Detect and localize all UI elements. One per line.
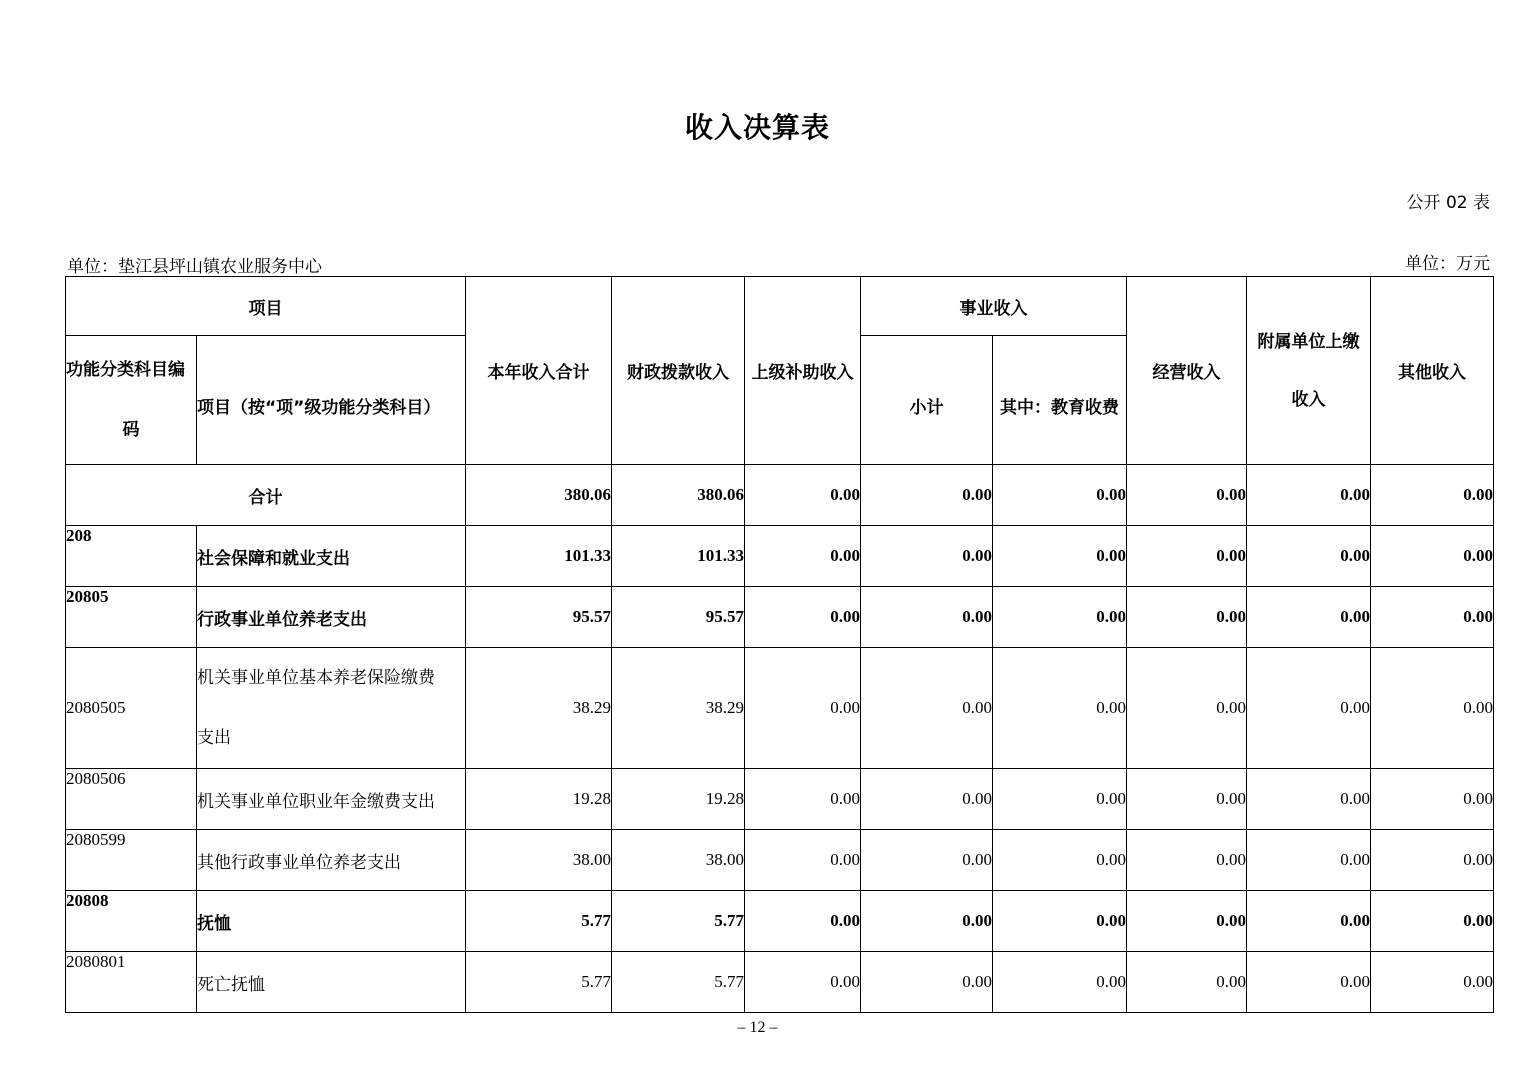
total-value: 380.06 xyxy=(612,465,745,526)
row-value: 0.00 xyxy=(745,648,861,769)
row-value: 38.29 xyxy=(612,648,745,769)
header-fiscal: 财政拨款收入 xyxy=(612,277,745,465)
header-code-line2: 码 xyxy=(122,420,140,440)
row-name: 社会保障和就业支出 xyxy=(197,526,466,587)
table-row xyxy=(66,891,1494,952)
row-value: 0.00 xyxy=(1127,526,1247,587)
header-subtotal: 小计 xyxy=(861,336,993,465)
row-name: 其他行政事业单位养老支出 xyxy=(197,830,466,891)
row-value: 0.00 xyxy=(1247,587,1371,648)
row-value: 0.00 xyxy=(1247,952,1371,1013)
row-value: 0.00 xyxy=(745,891,861,952)
row-value: 0.00 xyxy=(745,952,861,1013)
row-value: 0.00 xyxy=(861,587,993,648)
row-value: 0.00 xyxy=(1371,526,1494,587)
row-value: 0.00 xyxy=(1127,769,1247,830)
row-value: 38.00 xyxy=(612,830,745,891)
row-value: 0.00 xyxy=(1127,587,1247,648)
row-value: 0.00 xyxy=(745,830,861,891)
header-other: 其他收入 xyxy=(1371,277,1494,465)
row-code: 2080506 xyxy=(66,769,197,830)
row-code: 20808 xyxy=(66,891,197,952)
row-name: 行政事业单位养老支出 xyxy=(197,587,466,648)
table-row xyxy=(66,769,1494,830)
total-row xyxy=(66,465,1494,526)
row-value: 101.33 xyxy=(466,526,612,587)
header-superior: 上级补助收入 xyxy=(745,277,861,465)
row-name xyxy=(197,648,466,769)
page-number: – 12 – xyxy=(737,1019,778,1036)
row-value: 19.28 xyxy=(612,769,745,830)
row-value: 0.00 xyxy=(993,830,1127,891)
row-value: 0.00 xyxy=(1127,648,1247,769)
row-value: 101.33 xyxy=(612,526,745,587)
form-number: 公开 02 表 xyxy=(1406,193,1490,213)
header-code-line1: 功能分类科目编 xyxy=(66,360,185,380)
row-code: 20805 xyxy=(66,587,197,648)
row-value: 0.00 xyxy=(1127,952,1247,1013)
row-name-line1: 机关事业单位基本养老保险缴费 xyxy=(197,668,435,688)
total-value: 0.00 xyxy=(745,465,861,526)
row-code: 208 xyxy=(66,526,197,587)
table-row xyxy=(66,526,1494,587)
total-value: 380.06 xyxy=(466,465,612,526)
row-value: 19.28 xyxy=(466,769,612,830)
row-value: 0.00 xyxy=(745,587,861,648)
row-value: 0.00 xyxy=(1247,830,1371,891)
row-value: 95.57 xyxy=(466,587,612,648)
row-value: 0.00 xyxy=(993,769,1127,830)
row-value: 0.00 xyxy=(745,526,861,587)
header-business: 经营收入 xyxy=(1127,277,1247,465)
header-item-name: 项目（按“项”级功能分类科目） xyxy=(197,336,466,465)
unit-currency: 单位：万元 xyxy=(1405,254,1490,274)
row-name-line2: 支出 xyxy=(197,728,231,748)
header-affiliated-line2: 收入 xyxy=(1291,389,1326,410)
row-value: 0.00 xyxy=(1371,587,1494,648)
income-table xyxy=(65,276,1494,1013)
table-row xyxy=(66,587,1494,648)
row-value: 0.00 xyxy=(861,830,993,891)
header-code xyxy=(66,336,197,465)
table-row xyxy=(66,830,1494,891)
page-title: 收入决算表 xyxy=(684,111,830,144)
row-value: 0.00 xyxy=(861,648,993,769)
row-value: 0.00 xyxy=(1371,830,1494,891)
row-value: 0.00 xyxy=(993,952,1127,1013)
row-value: 95.57 xyxy=(612,587,745,648)
header-affiliated xyxy=(1247,277,1371,465)
row-value: 0.00 xyxy=(1127,830,1247,891)
row-value: 5.77 xyxy=(466,891,612,952)
header-career: 事业收入 xyxy=(861,277,1127,336)
total-value: 0.00 xyxy=(861,465,993,526)
row-value: 0.00 xyxy=(1371,648,1494,769)
row-value: 0.00 xyxy=(861,952,993,1013)
row-code: 2080801 xyxy=(66,952,197,1013)
row-value: 0.00 xyxy=(1371,952,1494,1013)
row-value: 0.00 xyxy=(1371,891,1494,952)
row-value: 38.00 xyxy=(466,830,612,891)
row-code: 2080599 xyxy=(66,830,197,891)
row-value: 5.77 xyxy=(612,891,745,952)
row-name: 机关事业单位职业年金缴费支出 xyxy=(197,769,466,830)
total-label: 合计 xyxy=(66,465,466,526)
row-value: 0.00 xyxy=(861,891,993,952)
row-value: 0.00 xyxy=(993,526,1127,587)
table-row xyxy=(66,952,1494,1013)
total-value: 0.00 xyxy=(1127,465,1247,526)
row-value: 0.00 xyxy=(745,769,861,830)
header-project: 项目 xyxy=(66,277,466,336)
row-value: 0.00 xyxy=(1127,891,1247,952)
row-value: 0.00 xyxy=(861,769,993,830)
header-total-income: 本年收入合计 xyxy=(466,277,612,465)
row-value: 38.29 xyxy=(466,648,612,769)
row-value: 5.77 xyxy=(466,952,612,1013)
row-name: 抚恤 xyxy=(197,891,466,952)
row-value: 0.00 xyxy=(861,526,993,587)
row-value: 0.00 xyxy=(1371,769,1494,830)
row-value: 0.00 xyxy=(1247,891,1371,952)
row-value: 0.00 xyxy=(993,891,1127,952)
total-value: 0.00 xyxy=(1247,465,1371,526)
row-value: 5.77 xyxy=(612,952,745,1013)
row-code: 2080505 xyxy=(66,648,197,769)
total-value: 0.00 xyxy=(993,465,1127,526)
row-name: 死亡抚恤 xyxy=(197,952,466,1013)
unit-organization: 单位：垫江县坪山镇农业服务中心 xyxy=(67,257,322,277)
header-affiliated-line1: 附属单位上缴 xyxy=(1257,331,1360,352)
row-value: 0.00 xyxy=(1247,769,1371,830)
row-value: 0.00 xyxy=(1247,648,1371,769)
table-row xyxy=(66,648,1494,769)
row-value: 0.00 xyxy=(1247,526,1371,587)
header-education: 其中：教育收费 xyxy=(993,336,1127,465)
row-value: 0.00 xyxy=(993,648,1127,769)
total-value: 0.00 xyxy=(1371,465,1494,526)
row-value: 0.00 xyxy=(993,587,1127,648)
